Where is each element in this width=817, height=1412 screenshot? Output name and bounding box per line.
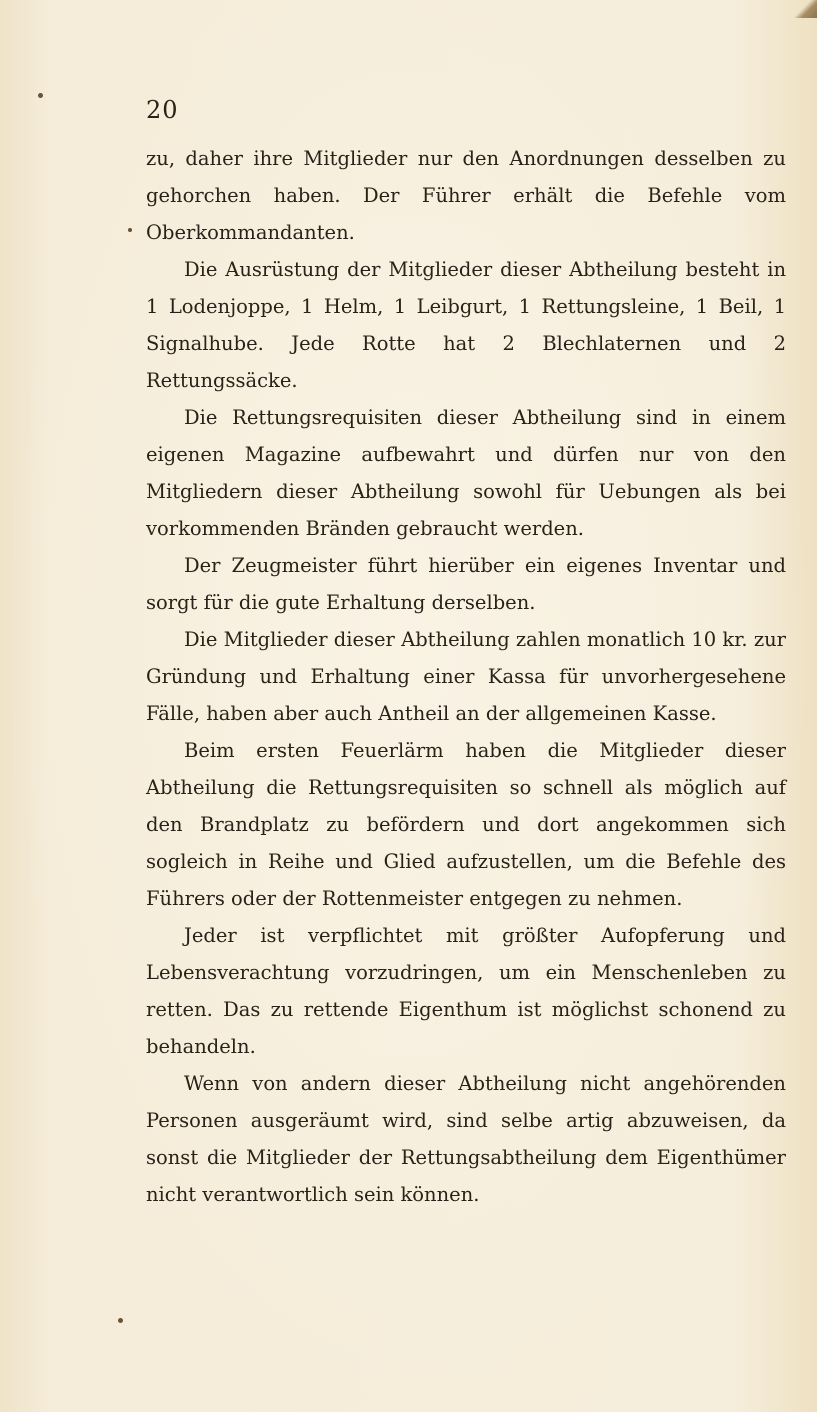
paragraph-4: Der Zeugmeister führt hierüber ein eigenes Inventar und sorgt für die gute Erhaltung derselben. [146,554,786,614]
speck [118,1318,123,1323]
paragraph-5: Die Mitglieder dieser Abtheilung zahlen monatlich 10 kr. zur Gründung und Erhaltung einer Kassa für unvorhergesehene Fälle, haben aber auch Antheil an der allgemeinen Kasse. [146,628,786,725]
paragraph-7: Jeder ist verpflichtet mit größter Aufopferung und Lebensverachtung vorzudringen, um ein Menschenleben zu retten. Das zu rettende Eigenthum ist möglichst schonend zu behandeln. [146,924,786,1058]
paragraph-2: Die Ausrüstung der Mitglieder dieser Abtheilung besteht in 1 Lodenjoppe, 1 Helm, 1 Leibgurt, 1 Rettungsleine, 1 Beil, 1 Signalhube. Jede Rotte hat 2 Blechlaternen und 2 Rettungssäcke. [146,258,786,392]
paragraph-8: Wenn von andern dieser Abtheilung nicht angehörenden Personen ausgeräumt wird, sind selbe artig abzuweisen, da sonst die Mitglieder der Rettungsabtheilung dem Eigenthümer nicht verantwortlich sein können. [146,1072,786,1206]
page-number: 20 [146,96,179,124]
paragraph-6: Beim ersten Feuerlärm haben die Mitglieder dieser Abtheilung die Rettungsrequisiten so schnell als möglich auf den Brandplatz zu befördern und dort angekommen sich sogleich in Reihe und Glied aufzustellen, um die Befehle des Führers oder der Rottenmeister entgegen zu nehmen. [146,739,786,910]
paragraph-3: Die Rettungsrequisiten dieser Abtheilung sind in einem eigenen Magazine aufbewahrt und dürfen nur von den Mitgliedern dieser Abtheilung sowohl für Uebungen als bei vorkommenden Bränden gebraucht werden. [146,406,786,540]
paragraph-1: zu, daher ihre Mitglieder nur den Anordnungen desselben zu gehorchen haben. Der Führer erhält die Befehle vom Oberkommandanten. [146,147,786,244]
body-text [146,140,786,1213]
speck [128,228,132,232]
page-edge-mark [795,0,817,18]
speck [38,93,43,98]
